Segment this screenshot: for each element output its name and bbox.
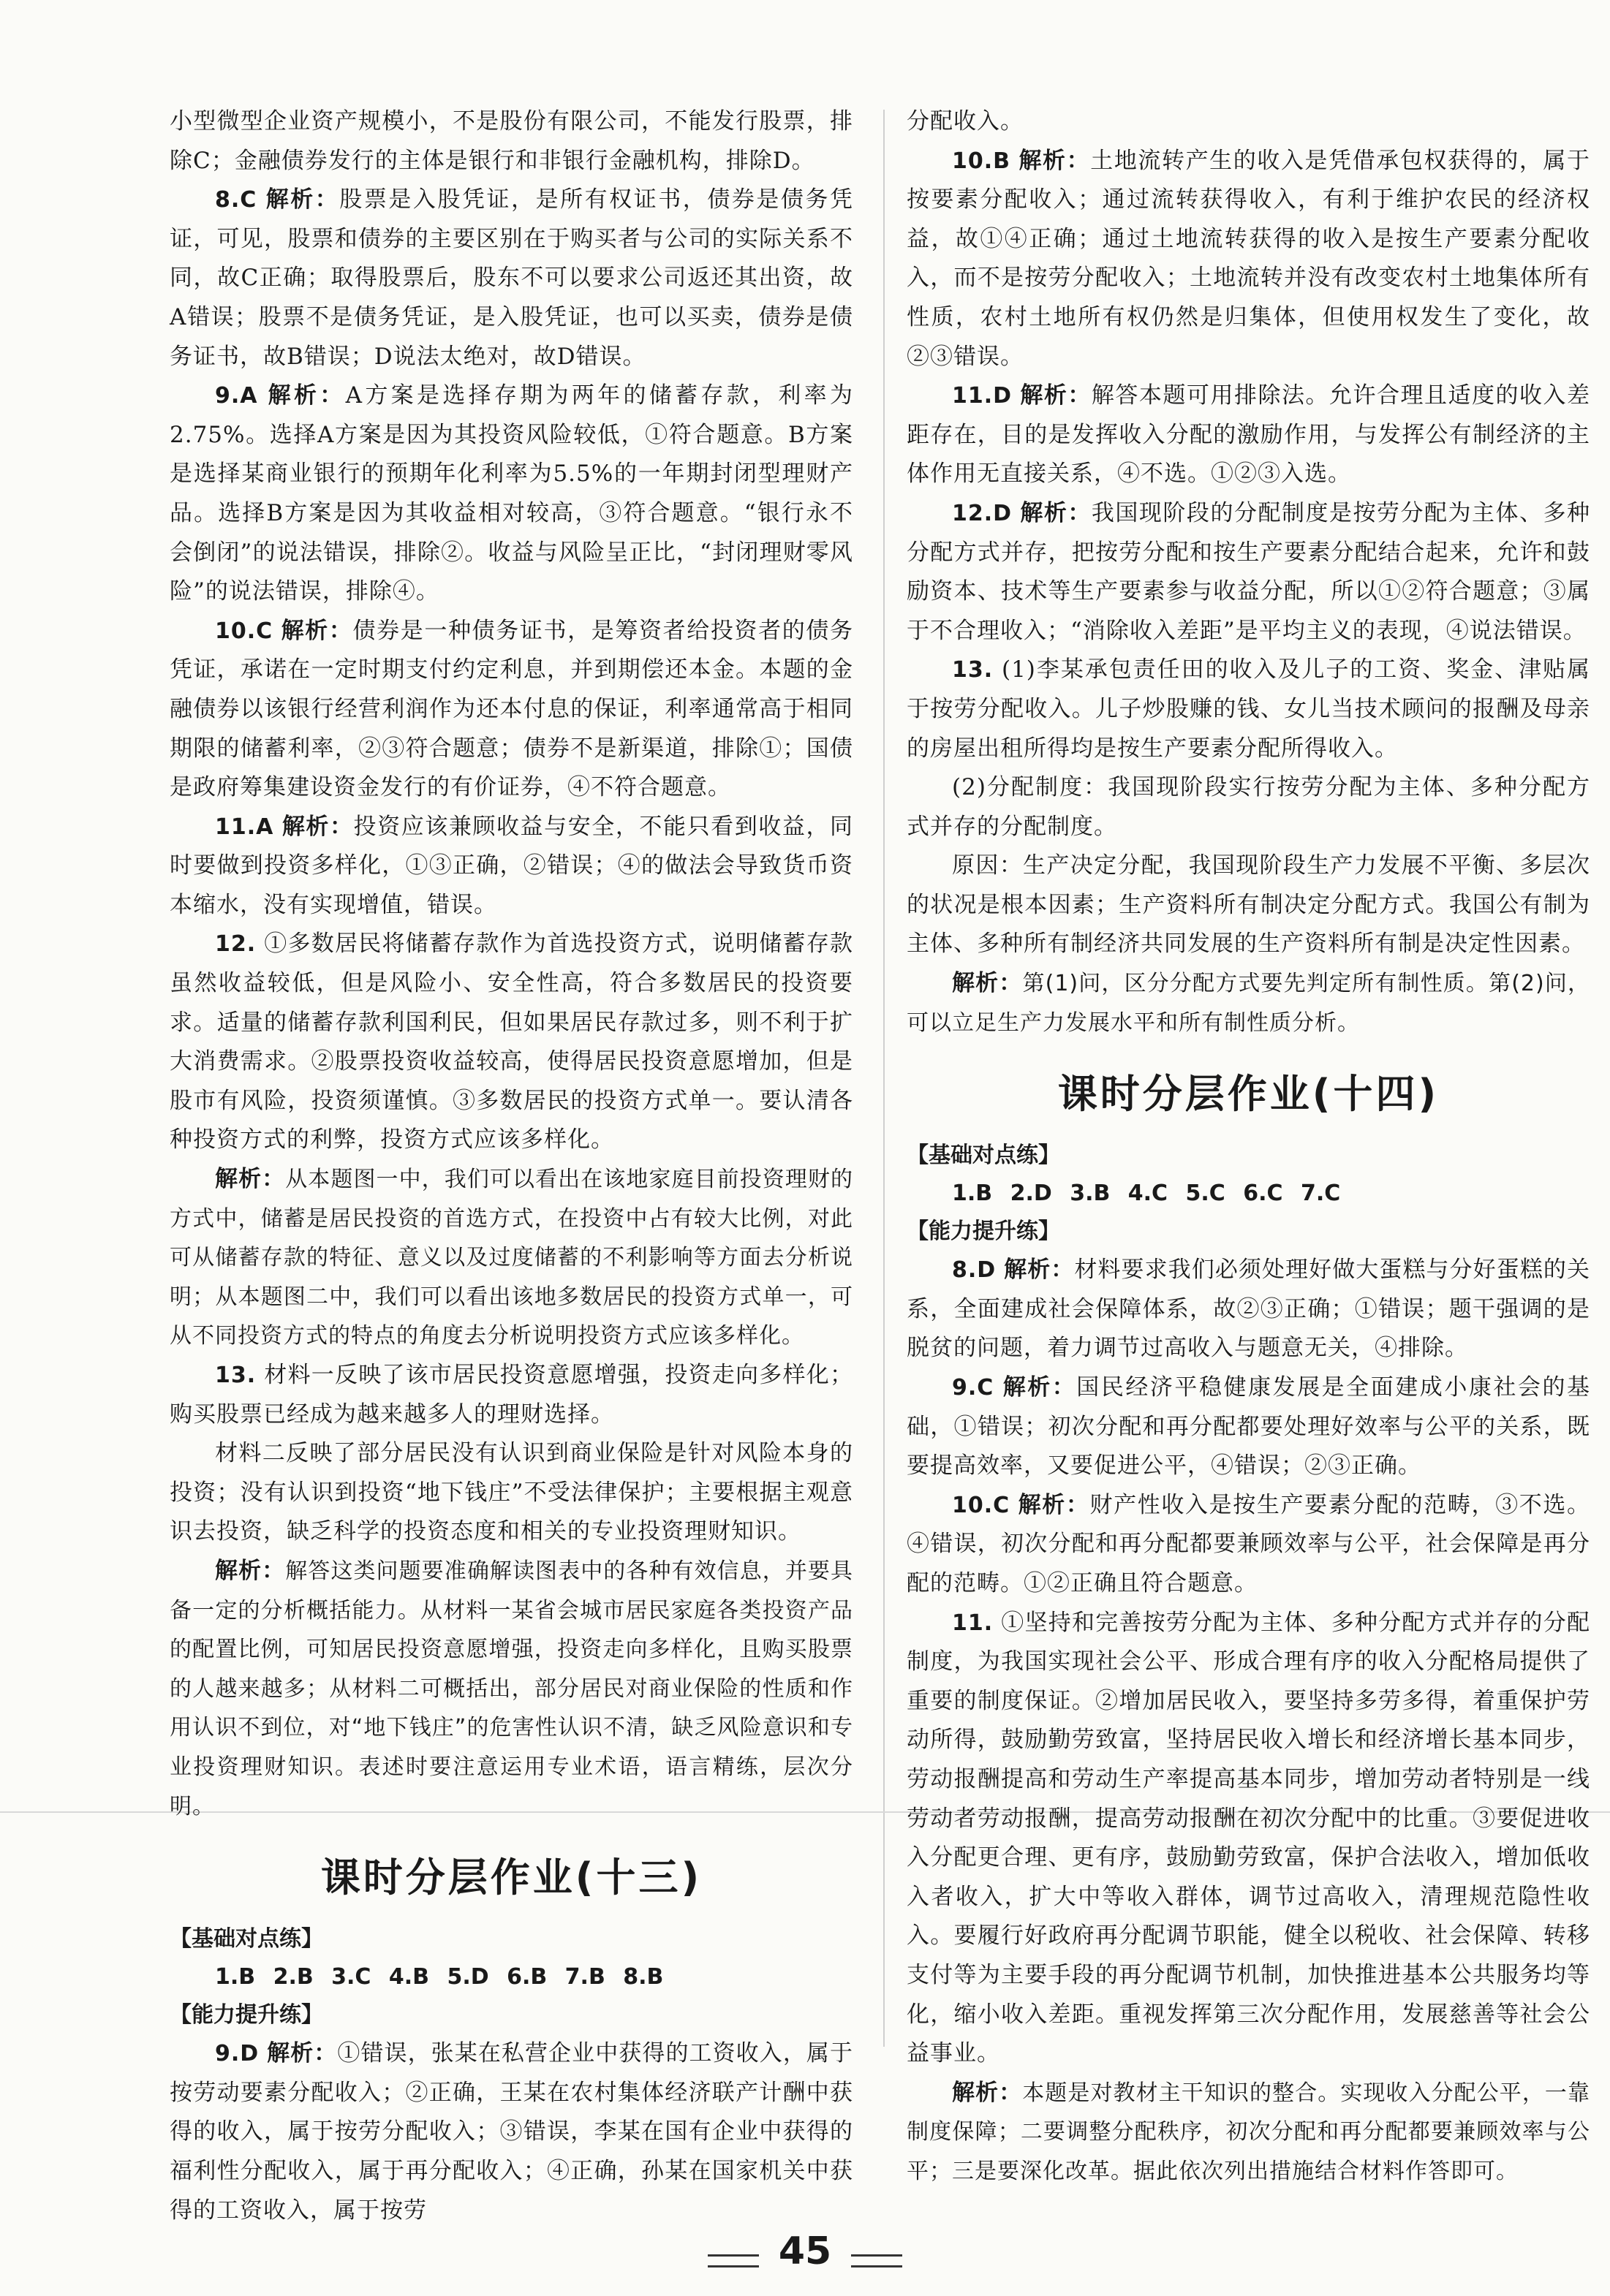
question-answer [170, 1356, 853, 1434]
question-answer [170, 2034, 853, 2230]
question-answer [907, 1368, 1590, 1486]
explanation-label: 解析： [1018, 147, 1091, 174]
explanation-label: 解析： [265, 186, 340, 213]
answer-text: 解答本题可用排除法。允许合理且适度的收入差距存在，目的是发挥收入分配的激励作用，与发挥公有制经济的主体作用无直接关系，④不选。①②③入选。 [907, 382, 1590, 488]
answer-text: 投资应该兼顾收益与安全，不能只看到收益，同时要做到投资多样化，①③正确，②错误；④的做法会导致货币资本缩水，没有实现增值，错误。 [170, 813, 854, 918]
section-title: 课时分层作业(十三) [320, 1854, 703, 1901]
explanation-text: 从本题图一中，我们可以看出在该地家庭目前投资理财的方式中，储蓄是居民投资的首选方式，在投资中占有较大比例，对此可从储蓄存款的特征、意义以及过度储蓄的不利影响等方面去分析说明；从本题图二中，我们可以看出该地多数居民的投资方式单一，可从不同投资方式的特点的角度去分析说明投资方式应该多样化。 [170, 1167, 854, 1349]
answer-text: ①错误，张某在私营企业中获得的工资收入，属于按劳动要素分配收入；②正确，王某在农村集体经济联产计酬中获得的收入，属于按劳分配收入；③错误，李某在国有企业中获得的福利性分配收入，属于再分配收入；④正确，孙某在国家机关中获得的工资收入，属于按劳 [170, 2040, 853, 2224]
footer-ornament-left [708, 2254, 759, 2267]
paragraph: 原因：生产决定分配，我国现阶段生产力发展不平衡、多层次的状况是根本因素；生产资料所有制决定分配方式。我国公有制为主体、多种所有制经济共同发展的生产资料所有制是决定性因素。 [907, 852, 1590, 958]
question-answer [170, 181, 853, 376]
explanation-label: 解析： [952, 2079, 1023, 2106]
answer-key: 1.B 2.D 3.B 4.C 5.C 6.C 7.C [952, 1181, 1341, 1207]
answer-text: 土地流转产生的收入是凭借承包权获得的，属于按要素分配收入；通过流转获得收入，有利于维护农民的经济权益，故①④正确；通过土地流转获得的收入是按生产要素分配收入，而不是按劳分配收入；土地流转并没有改变农村土地集体所有性质，农村土地所有权仍然是归集体，但使用权发生了变化，故②③错误。 [907, 147, 1591, 370]
section-header: 【能力提升练】 [907, 1219, 1060, 1245]
question-answer [170, 376, 853, 612]
question-answer [907, 494, 1590, 651]
explanation-text: 第(1)问，区分分配方式要先判定所有制性质。第(2)问，可以立足生产力发展水平和所有制性质分析。 [907, 971, 1590, 1036]
explanation-label: 解析： [215, 1166, 286, 1193]
explanation-label: 解析： [1002, 1374, 1077, 1401]
question-number: 9.A [215, 383, 258, 409]
question-number: 9.C [952, 1375, 994, 1401]
section-header: 【基础对点练】 [907, 1143, 1060, 1169]
answer-text: 国民经济平稳健康发展是全面建成小康社会的基础，①错误；初次分配和再分配都要处理好效率与公平的关系，既要提高效率，又要促进公平，④错误；②③正确。 [907, 1374, 1590, 1479]
explanation-text: 解答这类问题要准确解读图表中的各种有效信息，并要具备一定的分析概括能力。从材料一某省会城市居民家庭各类投资产品的配置比例，可知居民投资意愿增强，投资走向多样化，且购买股票的人越来越多；从材料二可概括出，部分居民对商业保险的性质和作用认识不到位，对“地下钱庄”的危害性认识不清，缺乏风险意识和专业投资理财知识。表述时要注意运用专业术语，语言精练，层次分明。 [170, 1558, 854, 1819]
question-number: 9.D [215, 2041, 260, 2067]
left-column [170, 102, 853, 2230]
section-title: 课时分层作业(十四) [1057, 1071, 1440, 1118]
answer-text: 财产性收入是按生产要素分配的范畴，③不选。④错误，初次分配和再分配都要兼顾效率与公平，社会保障是再分配的范畴。①②正确且符合题意。 [907, 1491, 1591, 1596]
explanation-text: 本题是对教材主干知识的整合。实现收入分配公平，一靠制度保障；二要调整分配秩序，初次分配和再分配都要兼顾效率与公平；三是要深化改革。据此依次列出措施结合材料作答即可。 [907, 2080, 1591, 2184]
explanation [907, 964, 1590, 1042]
answer-text: (1)李某承包责任田的收入及儿子的工资、奖金、津贴属于按劳分配收入。儿子炒股赚的钱、女儿当技术顾问的报酬及母亲的房屋出租所得均是按生产要素分配所得收入。 [907, 656, 1590, 762]
answer-text: 债券是一种债务证书，是筹资者给投资者的债务凭证，承诺在一定时期支付约定利息，并到期偿还本金。本题的金融债券以该银行经营利润作为还本付息的保证，利率通常高于相同期限的储蓄利率，②③符合题意；债券不是新渠道，排除①；国债是政府筹集建设资金发行的有价证券，④不符合题意。 [170, 617, 854, 801]
question-answer [907, 1251, 1590, 1368]
question-answer [907, 651, 1590, 768]
answer-text: 股票是入股凭证，是所有权证书，债券是债务凭证，可见，股票和债券的主要区别在于购买者与公司的实际关系不同，故C正确；取得股票后，股东不可以要求公司返还其出资，故A错误；股票不是债务凭证，是入股凭证，也可以买卖，债券是债务证书，故B错误；D说法太绝对，故D错误。 [170, 186, 853, 370]
section-header: 【能力提升练】 [170, 2002, 323, 2028]
page-number: 45 [778, 2229, 832, 2273]
question-number: 12. [215, 931, 257, 958]
answer-text: 材料一反映了该市居民投资意愿增强，投资走向多样化；购买股票已经成为越来越多人的理财选择。 [170, 1362, 853, 1428]
explanation-label: 解析： [281, 617, 353, 644]
explanation-label: 解析： [215, 1557, 286, 1584]
explanation-label: 解析： [1020, 382, 1092, 409]
question-number: 8.D [952, 1257, 997, 1284]
answer-text: A方案是选择存期为两年的储蓄存款，利率为2.75%。选择A方案是因为其投资风险较低，①符合题意。B方案是选择某商业银行的预期年化利率为5.5%的一年期封闭型理财产品。选择B方案是因为其收益相对较高，③符合题意。“银行永不会倒闭”的说法错误，排除②。收益与风险呈正比，“封闭理财零风险”的说法错误，排除④。 [170, 382, 853, 605]
answer-key: 1.B 2.B 3.C 4.B 5.D 6.B 7.B 8.B [215, 1964, 664, 1990]
paragraph: (2)分配制度：我国现阶段实行按劳分配为主体、多种分配方式并存的分配制度。 [907, 774, 1590, 840]
section-header: 【基础对点练】 [170, 1926, 323, 1952]
explanation-label: 解析： [1018, 1491, 1090, 1518]
explanation [907, 2074, 1590, 2191]
explanation-label: 解析： [1004, 1257, 1075, 1284]
explanation-label: 解析： [952, 970, 1023, 997]
question-number: 11.D [952, 383, 1013, 409]
explanation [170, 1160, 853, 1356]
question-number: 13. [215, 1363, 257, 1388]
explanation-label: 解析： [268, 382, 346, 409]
explanation [170, 1552, 853, 1826]
question-answer [170, 925, 853, 1160]
continued-paragraph: 分配收入。 [907, 108, 1024, 134]
answer-text: ①多数居民将储蓄存款作为首选投资方式，说明储蓄存款虽然收益较低，但是风险小、安全性高，符合多数居民的投资要求。适量的储蓄存款利国利民，但如果居民存款过多，则不利于扩大消费需求。②股票投资收益较高，使得居民投资意愿增加，但是股市有风险，投资须谨慎。③多数居民的投资方式单一。要认清各种投资方式的利弊，投资方式应该多样化。 [170, 931, 853, 1153]
question-answer [170, 612, 853, 808]
question-number: 10.C [952, 1492, 1010, 1518]
answer-text: 材料要求我们必须处理好做大蛋糕与分好蛋糕的关系，全面建成社会保障体系，故②③正确；①错误；题干强调的是脱贫的问题，着力调节过高收入与题意无关，④排除。 [907, 1257, 1590, 1362]
question-answer [907, 1604, 1590, 2074]
question-number: 11. [952, 1610, 994, 1636]
question-number: 13. [952, 657, 994, 683]
question-number: 10.C [215, 618, 273, 644]
answer-text: 我国现阶段的分配制度是按劳分配为主体、多种分配方式并存，把按劳分配和按生产要素分配结合起来，允许和鼓励资本、技术等生产要素参与收益分配，所以①②符合题意；③属于不合理收入；“消除收入差距”是平均主义的表现，④说法错误。 [907, 499, 1590, 644]
question-answer [907, 142, 1590, 377]
explanation-label: 解析： [1020, 499, 1092, 526]
question-number: 8.C [215, 187, 257, 213]
question-answer [170, 808, 853, 925]
paragraph: 材料二反映了部分居民没有认识到商业保险是针对风险本身的投资；没有认识到投资“地下钱庄”不受法律保护；主要根据主观意识去投资，缺乏科学的投资态度和相关的专业投资理财知识。 [170, 1440, 853, 1545]
question-answer [907, 376, 1590, 494]
right-column [907, 102, 1590, 2191]
answer-text: ①坚持和完善按劳分配为主体、多种分配方式并存的分配制度，为我国实现社会公平、形成合理有序的收入分配格局提供了重要的制度保证。②增加居民收入，要坚持多劳多得，着重保护劳动所得，鼓励勤劳致富，坚持居民收入增长和经济增长基本同步，劳动报酬提高和劳动生产率提高基本同步，增加劳动者特别是一线劳动者劳动报酬，提高劳动报酬在初次分配中的比重。③要促进收入分配更合理、更有序，鼓励勤劳致富，保护合法收入，增加低收入者收入，扩大中等收入群体，调节过高收入，清理规范隐性收入。要履行好政府再分配调节职能，健全以税收、社会保障、转移支付等为主要手段的再分配调节机制，加快推进基本公共服务均等化，缩小收入差距。重视发挥第三次分配作用，发展慈善等社会公益事业。 [907, 1609, 1590, 2067]
question-answer [907, 1486, 1590, 1604]
explanation-label: 解析： [281, 813, 354, 840]
column-divider [883, 110, 885, 2047]
footer-ornament-right [851, 2254, 902, 2267]
explanation-label: 解析： [267, 2040, 338, 2067]
continued-paragraph: 小型微型企业资产规模小，不是股份有限公司，不能发行股票，排除C；金融债券发行的主体是银行和非银行金融机构，排除D。 [170, 108, 853, 174]
page-footer [0, 2229, 1610, 2273]
question-number: 12.D [952, 500, 1013, 526]
question-number: 10.B [952, 148, 1011, 174]
question-number: 11.A [215, 814, 274, 840]
